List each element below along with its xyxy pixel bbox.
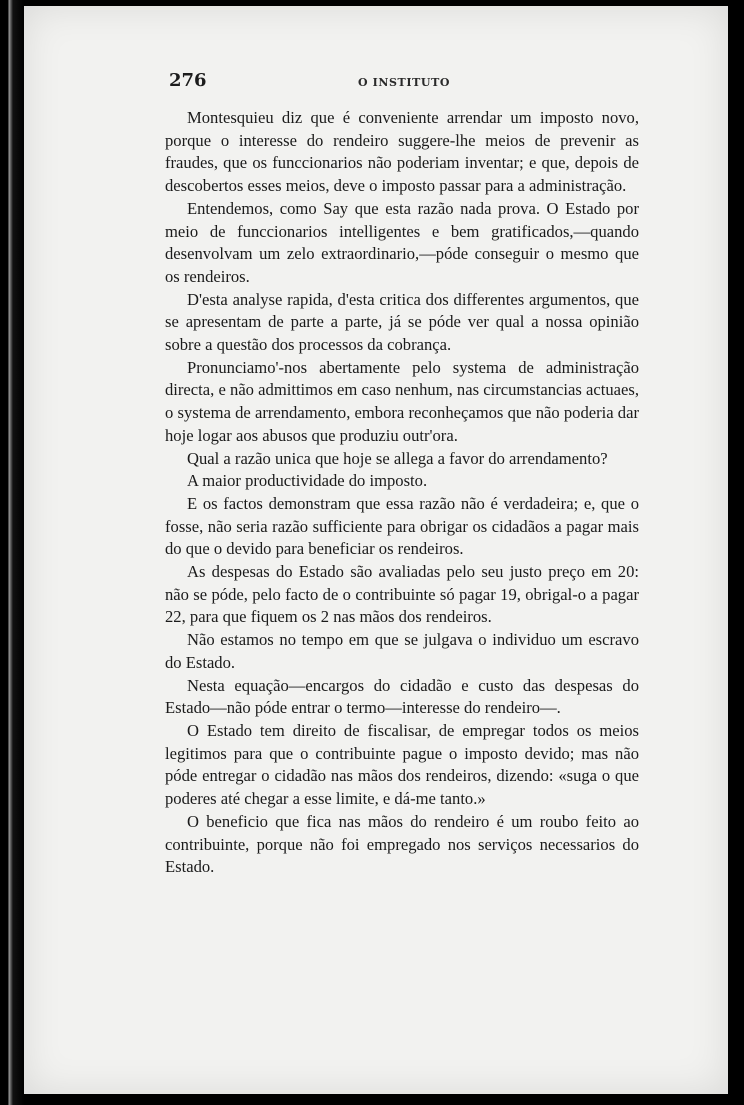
paragraph: Entendemos, como Say que esta razão nada prova. O Estado por meio de funccionarios intelligentes e bem gratificados,—quando desenvolvam um zelo extraordinario,—póde conseguir o mesmo que os rendeiros.: [165, 198, 639, 286]
running-head: O INSTITUTO: [358, 76, 451, 89]
body-text: [165, 107, 639, 879]
paragraph: Montesquieu diz que é conveniente arrendar um imposto novo, porque o interesse do rendeiro suggere-lhe meios de prevenir as fraudes, que os funccionarios não poderiam inventar; e que, depois de descobertos esses meios, deve o imposto passar para a administração.: [165, 108, 639, 196]
page-header: [169, 70, 639, 94]
paragraph: Qual a razão unica que hoje se allega a favor do arrendamento?: [187, 448, 608, 468]
paragraph: D'esta analyse rapida, d'esta critica dos differentes argumentos, que se apresentam de parte a parte, já se póde ver qual a nossa opinião sobre a questão dos processos da cobrança.: [165, 289, 639, 355]
scan-right-edge: [728, 0, 744, 1105]
paragraph: E os factos demonstram que essa razão não é verdadeira; e, que o fosse, não seria razão sufficiente para obrigar os cidadãos a pagar mais do que o devido para beneficiar os rendeiros.: [165, 493, 639, 559]
paragraph: O beneficio que fica nas mãos do rendeiro é um roubo feito ao contribuinte, porque não foi empregado nos serviços necessarios do Estado.: [165, 811, 639, 877]
paragraph: O Estado tem direito de fiscalisar, de empregar todos os meios legitimos para que o contribuinte pague o imposto devido; mas não póde entregar o cidadão nas mãos dos rendeiros, dizendo: «suga o que poderes até chegar a esse limite, e dá-me tanto.»: [165, 720, 639, 809]
scan-left-edge: [0, 0, 24, 1105]
paragraph: A maior productividade do imposto.: [187, 471, 428, 491]
paragraph: Nesta equação—encargos do cidadão e custo das despesas do Estado—não póde entrar o termo—interesse do rendeiro—.: [165, 675, 639, 718]
paragraph: As despesas do Estado são avaliadas pelo seu justo preço em 20: não se póde, pelo facto de o contribuinte só pagar 19, obrigal-o a pagar 22, para que fiquem os 2 nas mãos dos rendeiros.: [165, 562, 639, 627]
page-number: 276: [169, 70, 207, 91]
paragraph: Pronunciamo'-nos abertamente pelo systema de administração directa, e não admittimos em caso nenhum, nas circumstancias actuaes, o systema de arrendamento, embora reconheçamos que não poderia dar hoje logar aos abusos que produziu outr'ora.: [165, 357, 639, 445]
paragraph: Não estamos no tempo em que se julgava o individuo um escravo do Estado.: [165, 630, 639, 672]
